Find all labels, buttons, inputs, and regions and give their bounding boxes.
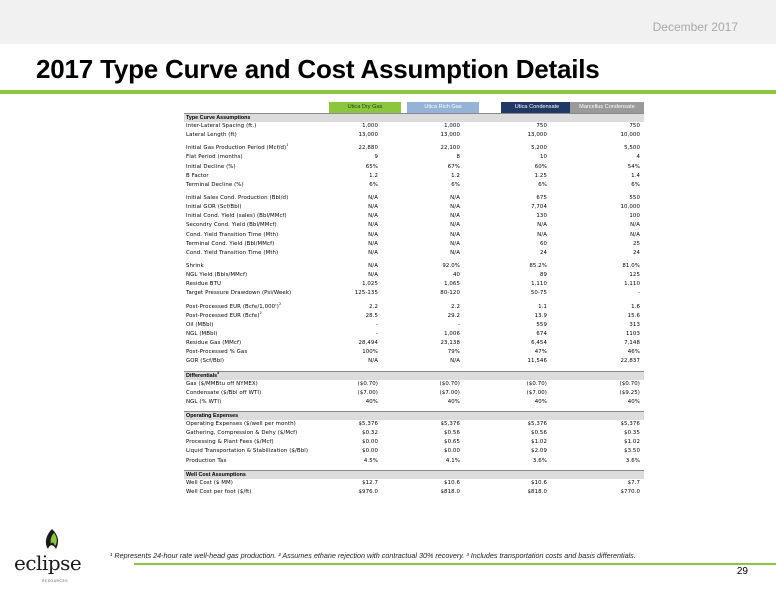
cell-value: 3.6% xyxy=(532,457,547,464)
cell-value: 8 xyxy=(456,154,460,161)
cell-value: $7.7 xyxy=(627,479,640,486)
table-row xyxy=(184,194,644,203)
cell-value: 1,110 xyxy=(624,281,640,288)
row-label xyxy=(186,488,252,497)
row-label xyxy=(186,271,247,280)
row-label xyxy=(186,249,278,258)
cell-value: 4.5% xyxy=(363,457,378,464)
logo-subtext: RESOURCES xyxy=(42,579,68,583)
table-row xyxy=(184,357,644,366)
section-title xyxy=(184,411,644,420)
column-header-marcellus-condensate: Marcellus Condensate xyxy=(570,102,644,113)
table-row xyxy=(184,153,644,162)
cell-value: 60 xyxy=(539,240,547,247)
row-label xyxy=(186,122,256,131)
cell-value: $770.0 xyxy=(620,488,640,495)
table-row xyxy=(184,131,644,140)
cell-value: 1,000 xyxy=(444,123,460,129)
cell-value: $5,376 xyxy=(440,420,460,427)
row-label xyxy=(186,348,247,357)
cell-value: N/A xyxy=(450,358,460,365)
row-label-text: NGL Yield (Bbls/MMcf) xyxy=(186,272,248,279)
table-row xyxy=(184,221,644,230)
cell-value: 22,100 xyxy=(440,145,460,152)
table-row xyxy=(184,429,644,438)
cell-value: 7,704 xyxy=(531,204,547,211)
cell-value: $5,376 xyxy=(620,420,640,427)
table-row xyxy=(184,312,644,321)
row-label xyxy=(186,398,221,407)
cell-value: N/A xyxy=(450,204,460,211)
row-label-text: Secondry Cond. Yield (Bbl/MMcf) xyxy=(186,222,277,229)
row-label xyxy=(186,144,289,153)
row-label-text: Cond. Yield Transition Time (Mth) xyxy=(186,231,279,238)
cell-value: 6% xyxy=(451,181,460,188)
cell-value: - xyxy=(457,321,460,328)
cell-value: N/A xyxy=(450,231,460,238)
cell-value: - xyxy=(637,290,640,297)
row-label xyxy=(186,131,237,140)
cell-value: 1.2 xyxy=(451,172,460,179)
cell-value: 46% xyxy=(627,349,640,356)
table-row xyxy=(184,144,644,153)
cell-value: 1.2 xyxy=(369,172,378,179)
table-row xyxy=(184,389,644,398)
row-label-text: Residue Gas (MMcf) xyxy=(186,340,242,347)
cell-value: 40% xyxy=(534,398,547,405)
table-row xyxy=(184,262,644,271)
page-title: 2017 Type Curve and Cost Assumption Details xyxy=(36,54,600,84)
cell-value: 47% xyxy=(534,349,547,356)
cell-value: 13,000 xyxy=(527,132,547,139)
table-row xyxy=(184,203,644,212)
cell-value: 1.6 xyxy=(631,303,640,310)
cell-value: 81.0% xyxy=(622,262,640,269)
cell-value: $2.09 xyxy=(531,448,547,455)
cell-value: 25 xyxy=(632,240,640,247)
row-label xyxy=(186,212,287,221)
footnote: ¹ Represents 24-hour rate well-head gas production. ² Assumes ethane rejection with contractual 30% recovery. ³ Includes transportation costs and basis differentials. xyxy=(110,551,636,560)
table-row xyxy=(184,249,644,258)
row-label-text: Flat Period (months) xyxy=(186,154,243,161)
row-label-text: Initial GOR (Scf/Bbl) xyxy=(186,204,242,211)
cell-value: 13,000 xyxy=(440,132,460,139)
row-label xyxy=(186,438,274,447)
row-label-text: Oil (MBbl) xyxy=(186,321,214,328)
cell-value: N/A xyxy=(368,240,378,247)
row-label xyxy=(186,289,291,298)
cell-value: $818.0 xyxy=(527,488,547,495)
cell-value: 130 xyxy=(536,213,547,220)
cell-value: 28,494 xyxy=(358,340,378,347)
row-label xyxy=(186,163,236,172)
cell-value: 6% xyxy=(631,181,640,188)
cell-value: N/A xyxy=(368,213,378,220)
table-body xyxy=(184,113,644,497)
row-label-text: Gathering, Compression & Dehy ($/Mcf) xyxy=(186,430,298,437)
section-title-text: Differentials xyxy=(186,372,218,379)
table-row xyxy=(184,348,644,357)
footnote-marker: 2 xyxy=(278,301,282,306)
table-row xyxy=(184,163,644,172)
cell-value: 559 xyxy=(536,321,547,328)
cell-value: $3.50 xyxy=(624,448,640,455)
cell-value: ($0.70) xyxy=(357,380,378,387)
footnote-marker: 3 xyxy=(217,370,220,375)
cell-value: 6,454 xyxy=(531,340,547,347)
footer-divider xyxy=(134,563,776,565)
cell-value: 65% xyxy=(365,163,378,170)
title-divider xyxy=(0,90,776,94)
cell-value: N/A xyxy=(368,262,378,269)
row-label-text: Post-Processed EUR (Bcfe) xyxy=(186,312,260,319)
cell-value: 67% xyxy=(447,163,460,170)
cell-value: 50-75 xyxy=(530,290,547,297)
cell-value: 100 xyxy=(629,213,640,220)
cell-value: 92.0% xyxy=(442,262,460,269)
row-label xyxy=(186,339,241,348)
cell-value: N/A xyxy=(630,231,640,238)
cell-value: 7,148 xyxy=(624,340,640,347)
column-header-row xyxy=(184,102,644,113)
cell-value: N/A xyxy=(368,222,378,229)
cell-value: 2.2 xyxy=(451,303,460,310)
table-row xyxy=(184,122,644,131)
cell-value: ($7.00) xyxy=(439,389,460,396)
table-row xyxy=(184,231,644,240)
row-label-text: NGL (% WTI) xyxy=(186,398,222,405)
cell-value: 750 xyxy=(629,123,640,129)
cell-value: $0.32 xyxy=(362,430,378,437)
table-row xyxy=(184,212,644,221)
row-label-text: NGL (MBbl) xyxy=(186,330,218,337)
cell-value: 15.6 xyxy=(627,312,640,319)
row-label xyxy=(186,330,217,339)
table-row xyxy=(184,240,644,249)
cell-value: 5,500 xyxy=(624,145,640,152)
cell-value: $0.56 xyxy=(531,430,547,437)
table-row xyxy=(184,420,644,429)
table-row xyxy=(184,330,644,339)
cell-value: 1,110 xyxy=(531,281,547,288)
cell-value: N/A xyxy=(450,194,460,201)
row-label-text: Post-Processed % Gas xyxy=(186,349,248,356)
row-label-text: Well Cost per foot ($/ft) xyxy=(186,488,252,495)
row-label xyxy=(186,153,243,162)
cell-value: 54% xyxy=(627,163,640,170)
row-label-text: Residue BTU xyxy=(186,281,222,288)
row-label xyxy=(186,240,274,249)
row-label xyxy=(186,429,297,438)
row-label xyxy=(186,312,262,321)
cell-value: 13,000 xyxy=(358,132,378,139)
cell-value: 1,000 xyxy=(362,123,378,129)
cell-value: 1,065 xyxy=(444,281,460,288)
table-row xyxy=(184,289,644,298)
cell-value: 5,200 xyxy=(531,145,547,152)
cell-value: $818.0 xyxy=(440,488,460,495)
cell-value: N/A xyxy=(537,231,547,238)
row-label xyxy=(186,203,242,212)
row-label xyxy=(186,194,288,203)
cell-value: - xyxy=(375,330,378,337)
cell-value: 10,000 xyxy=(620,204,640,211)
section-title-text: Type Curve Assumptions xyxy=(186,115,251,121)
cell-value: 125-135 xyxy=(354,290,378,297)
cell-value: 40% xyxy=(627,398,640,405)
cell-value: $0.00 xyxy=(444,448,460,455)
row-label-text: Initial Gas Production Period (Mcf/d) xyxy=(186,145,287,152)
row-label xyxy=(186,262,204,271)
cell-value: 40% xyxy=(365,398,378,405)
cell-value: $0.56 xyxy=(444,430,460,437)
table-row xyxy=(184,321,644,330)
column-header-utica-condensate: Utica Condensate xyxy=(501,102,573,113)
cell-value: N/A xyxy=(368,194,378,201)
logo-wordmark: eclipse xyxy=(14,551,82,575)
cell-value: - xyxy=(375,321,378,328)
cell-value: 40 xyxy=(452,272,460,279)
cell-value: N/A xyxy=(368,249,378,256)
table-row xyxy=(184,479,644,488)
row-label-text: Shrink xyxy=(186,262,204,269)
row-label xyxy=(186,447,308,456)
cell-value: 6% xyxy=(369,181,378,188)
row-label-text: Lateral Length (ft) xyxy=(186,132,237,139)
row-label-text: Post-Processed EUR (Bcfe/1,000') xyxy=(186,303,279,310)
row-label-text: Initial Sales Cond. Production (Bbl/d) xyxy=(186,194,289,201)
page-number: 29 xyxy=(736,566,748,577)
row-label-text: Liquid Transportation & Stabilization ($/Bbl) xyxy=(186,448,309,455)
row-label-text: Operating Expenses ($/well per month) xyxy=(186,420,296,427)
cell-value: $1.02 xyxy=(624,439,640,446)
cell-value: 23,138 xyxy=(440,340,460,347)
row-label-text: Inter-Lateral Spacing (ft.) xyxy=(186,123,257,129)
row-label-text: Production Tax xyxy=(186,457,227,464)
cell-value: ($9.25) xyxy=(619,389,640,396)
table-row xyxy=(184,303,644,312)
row-label xyxy=(186,357,224,366)
cell-value: 29.2 xyxy=(447,312,460,319)
cell-value: N/A xyxy=(630,222,640,229)
section-title-text: Well Cost Assumptions xyxy=(186,471,246,478)
section-title xyxy=(184,371,644,380)
table-row xyxy=(184,271,644,280)
cell-value: $5,376 xyxy=(527,420,547,427)
table-row xyxy=(184,447,644,456)
cell-value: 1.1 xyxy=(538,303,547,310)
row-label-text: Terminal Decline (%) xyxy=(186,181,244,188)
cell-value: 24 xyxy=(632,249,640,256)
section-title xyxy=(184,113,644,122)
row-label xyxy=(186,389,261,398)
cell-value: ($7.00) xyxy=(357,389,378,396)
cell-value: 3.6% xyxy=(625,457,640,464)
cell-value: $0.00 xyxy=(362,448,378,455)
row-label-text: Initial Cond. Yield (sales) (Bbl/MMcf) xyxy=(186,213,287,220)
slide-date: December 2017 xyxy=(652,20,738,34)
cell-value: N/A xyxy=(450,222,460,229)
cell-value: 89 xyxy=(539,272,547,279)
row-label-text: Condensate ($/Bbl off WTI) xyxy=(186,389,262,396)
row-label xyxy=(186,479,233,488)
row-label-text: Gas ($/MMBtu off NYMEX) xyxy=(186,380,258,387)
section-title xyxy=(184,470,644,479)
table-row xyxy=(184,398,644,407)
cell-value: 313 xyxy=(629,321,640,328)
row-label-text: GOR (Scf/Bbl) xyxy=(186,358,225,365)
cell-value: 2.2 xyxy=(369,303,378,310)
cell-value: ($0.70) xyxy=(439,380,460,387)
cell-value: 100% xyxy=(362,349,378,356)
footnote-marker: 2 xyxy=(259,310,262,315)
row-label-text: Terminal Cond. Yield (Bbl/MMcf) xyxy=(186,240,275,247)
cell-value: $0.65 xyxy=(444,439,460,446)
cell-value: N/A xyxy=(450,240,460,247)
cell-value: $10.6 xyxy=(531,479,547,486)
cell-value: N/A xyxy=(368,231,378,238)
cell-value: 674 xyxy=(536,330,547,337)
table-row xyxy=(184,339,644,348)
eclipse-logo xyxy=(14,527,90,587)
cell-value: 10,000 xyxy=(620,132,640,139)
section-title-text: Operating Expenses xyxy=(186,412,239,419)
cell-value: 4.1% xyxy=(445,457,460,464)
footnote-marker: 1 xyxy=(286,143,289,148)
cell-value: 1,006 xyxy=(444,330,460,337)
column-header-utica-dry-gas: Utica Dry Gas xyxy=(329,102,401,113)
table-row xyxy=(184,380,644,389)
row-label xyxy=(186,420,296,429)
assumptions-table xyxy=(184,102,644,497)
cell-value: 675 xyxy=(536,194,547,201)
row-label-text: Well Cost ($ MM) xyxy=(186,479,233,486)
cell-value: $0.00 xyxy=(362,439,378,446)
cell-value: $0.35 xyxy=(624,430,640,437)
cell-value: 1.4 xyxy=(631,172,640,179)
row-label-text: Cond. Yield Transition Time (Mth) xyxy=(186,249,279,256)
row-label xyxy=(186,221,277,230)
table-row xyxy=(184,181,644,190)
cell-value: $10.6 xyxy=(444,479,460,486)
column-header-utica-rich-gas: Utica Rich Gas xyxy=(407,102,479,113)
table-row xyxy=(184,488,644,497)
cell-value: 28.5 xyxy=(365,312,378,319)
cell-value: $5,376 xyxy=(358,420,378,427)
table-row xyxy=(184,457,644,466)
row-label xyxy=(186,231,278,240)
cell-value: ($7.00) xyxy=(526,389,547,396)
cell-value: 60% xyxy=(534,163,547,170)
cell-value: ($0.70) xyxy=(526,380,547,387)
cell-value: N/A xyxy=(368,272,378,279)
table-row xyxy=(184,172,644,181)
cell-value: 10 xyxy=(539,154,547,161)
cell-value: 40% xyxy=(447,398,460,405)
cell-value: 1,025 xyxy=(362,281,378,288)
row-label xyxy=(186,321,213,330)
cell-value: 13.9 xyxy=(534,312,547,319)
cell-value: ($0.70) xyxy=(619,380,640,387)
table-row xyxy=(184,438,644,447)
row-label xyxy=(186,303,281,312)
cell-value: 11,546 xyxy=(527,358,547,365)
row-label xyxy=(186,457,227,466)
cell-value: 85.2% xyxy=(529,262,547,269)
cell-value: 1103 xyxy=(625,330,640,337)
row-label-text: B Factor xyxy=(186,172,209,179)
cell-value: 22,880 xyxy=(358,145,378,152)
table-row xyxy=(184,280,644,289)
cell-value: 9 xyxy=(374,154,378,161)
cell-value: N/A xyxy=(450,213,460,220)
row-label-text: Initial Decline (%) xyxy=(186,163,236,170)
cell-value: N/A xyxy=(537,222,547,229)
cell-value: $976.0 xyxy=(358,488,378,495)
cell-value: 550 xyxy=(629,194,640,201)
cell-value: 79% xyxy=(447,349,460,356)
cell-value: 750 xyxy=(536,123,547,129)
cell-value: 80-120 xyxy=(440,290,460,297)
cell-value: $12.7 xyxy=(362,479,378,486)
row-label-text: Processing & Plant Fees ($/Mcf) xyxy=(186,439,274,446)
cell-value: N/A xyxy=(368,204,378,211)
row-label xyxy=(186,172,209,181)
cell-value: 125 xyxy=(629,272,640,279)
cell-value: 1.25 xyxy=(534,172,547,179)
cell-value: 22,837 xyxy=(620,358,640,365)
cell-value: 6% xyxy=(538,181,547,188)
cell-value: $1.02 xyxy=(531,439,547,446)
cell-value: 24 xyxy=(539,249,547,256)
row-label xyxy=(186,280,221,289)
row-label-text: Target Pressure Drawdown (Psi/Week) xyxy=(186,290,292,297)
row-label xyxy=(186,181,244,190)
cell-value: N/A xyxy=(368,358,378,365)
cell-value: 4 xyxy=(636,154,640,161)
cell-value: N/A xyxy=(450,249,460,256)
row-label xyxy=(186,380,258,389)
